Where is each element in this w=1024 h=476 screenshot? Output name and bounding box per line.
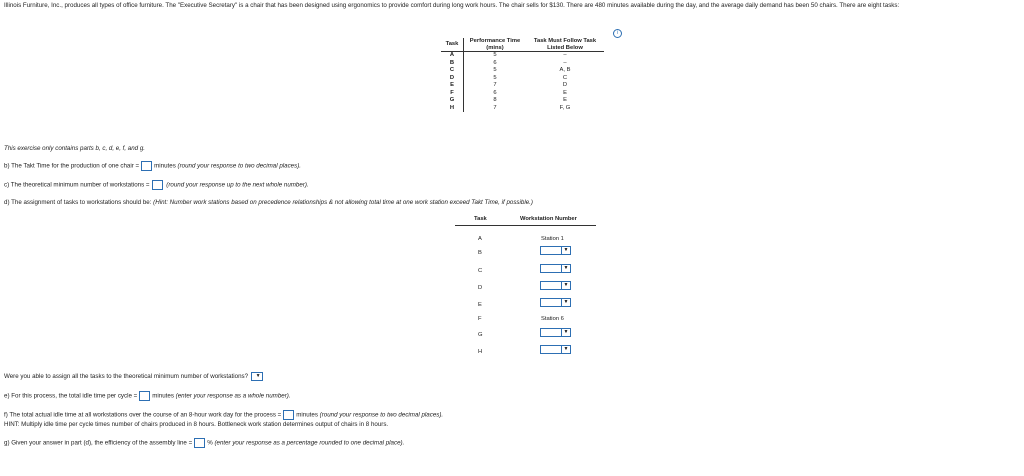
actual-idle-input[interactable] — [283, 410, 294, 420]
time-cell: 6 — [493, 89, 497, 96]
follow-cell: C — [562, 74, 568, 81]
part-b — [4, 161, 301, 171]
question-min — [4, 372, 263, 381]
part-e-text: e) For this process, the total idle time per cycle = — [4, 392, 138, 400]
problem-intro: Illinois Furniture, Inc., produces all types of office furniture. The "Executive Secretary" is a chair that has been designed using ergonomics to provide comfort during long work hours. The chair sells for $130. There are 480 minutes available during the day, and the average daily demand has been 50 chairs. There are eight tasks: — [4, 2, 900, 9]
chevron-down-icon: ▼ — [561, 299, 570, 306]
station-select-e[interactable] — [540, 298, 571, 307]
follow-cell: E — [563, 97, 567, 103]
time-cell: 5 — [493, 74, 497, 81]
chevron-down-icon: ▼ — [255, 373, 261, 379]
part-f — [4, 410, 443, 420]
part-b-hint: (round your response to two decimal places). — [177, 162, 301, 170]
time-cell: 7 — [493, 82, 497, 88]
part-g-hint: (enter your response as a percentage rounded to one decimal place). — [214, 439, 405, 447]
part-c-hint: (round your response up to the next whole number). — [166, 181, 309, 189]
part-d-hint: (Hint: Number work stations based on precedence relationships & not allowing total time at one work station exceed Takt Time, if possible.) — [153, 199, 533, 206]
part-g — [4, 438, 404, 448]
col-task: Task — [441, 38, 464, 52]
chevron-down-icon: ▼ — [561, 346, 570, 353]
ws-station-a: Station 1 — [541, 236, 564, 242]
chevron-down-icon: ▼ — [561, 282, 570, 289]
efficiency-input[interactable] — [194, 438, 205, 448]
exercise-note: This exercise only contains parts b, c, d, e, f, and g. — [4, 145, 146, 152]
col-follow: Task Must Follow Task Listed Below — [526, 38, 604, 52]
table-row — [441, 52, 604, 60]
table-row — [441, 82, 604, 90]
info-icon[interactable]: i — [613, 29, 622, 38]
station-select-g[interactable] — [540, 328, 571, 337]
chevron-down-icon: ▼ — [561, 329, 570, 336]
time-cell: 5 — [493, 52, 497, 58]
min-workstations-input[interactable] — [152, 180, 163, 190]
part-e-hint: (enter your response as a whole number). — [175, 392, 291, 400]
station-select-b[interactable] — [540, 246, 571, 255]
part-f-hint: (round your response to two decimal places). — [319, 411, 444, 419]
ws-task-b: B — [478, 250, 482, 256]
ws-station-f: Station 6 — [541, 316, 564, 322]
col-time: Performance Time (mins) — [464, 38, 527, 52]
follow-cell: A, B — [559, 67, 571, 73]
part-e-unit: minutes — [152, 392, 174, 400]
part-c — [4, 180, 309, 190]
part-g-text: g) Given your answer in part (d), the efficiency of the assembly line = — [4, 439, 193, 447]
task-cell: H — [441, 105, 464, 113]
question-min-text: Were you able to assign all the tasks to the theoretical minimum number of workstations? — [4, 373, 249, 381]
task-cell: F — [441, 90, 464, 98]
time-cell: 6 — [493, 59, 497, 66]
follow-cell: E — [563, 89, 567, 96]
task-cell: A — [441, 52, 464, 60]
station-select-c[interactable] — [540, 264, 571, 273]
table-row — [441, 75, 604, 83]
part-f-text: f) The total actual idle time at all workstations over the course of an 8-hour work day for the process = — [4, 411, 282, 419]
follow-cell: – — [563, 52, 567, 58]
table-row — [441, 60, 604, 68]
ws-col-station: Workstation Number — [520, 216, 577, 222]
ws-task-g: G — [478, 332, 483, 338]
task-table — [441, 38, 604, 112]
time-cell: 7 — [493, 104, 497, 111]
part-g-unit: % — [207, 439, 213, 447]
task-cell: E — [441, 82, 464, 90]
station-select-h[interactable] — [540, 345, 571, 354]
part-d-text: d) The assignment of tasks to workstations should be: — [4, 199, 152, 206]
ws-task-d: D — [478, 285, 483, 291]
part-f-unit: minutes — [296, 411, 318, 419]
part-b-unit: minutes — [154, 162, 176, 170]
table-row — [441, 90, 604, 98]
idle-time-input[interactable] — [139, 391, 150, 401]
part-c-text: c) The theoretical minimum number of workstations = — [4, 181, 150, 189]
follow-cell: F, G — [559, 104, 571, 111]
chevron-down-icon: ▼ — [561, 247, 570, 254]
part-d — [4, 199, 533, 206]
time-cell: 8 — [493, 97, 497, 103]
ws-task-e: E — [478, 302, 482, 308]
chevron-down-icon: ▼ — [561, 265, 570, 272]
station-select-d[interactable] — [540, 281, 571, 290]
task-cell: G — [441, 97, 464, 105]
part-f-hint2: HINT: Multiply idle time per cycle times number of chairs produced in 8 hours. Bottleneck work station determines output of chairs in 8 hours. — [4, 421, 389, 428]
part-e — [4, 391, 291, 401]
part-b-text: b) The Takt Time for the production of one chair = — [4, 162, 140, 170]
table-row — [441, 105, 604, 113]
ws-header-divider — [455, 225, 596, 226]
ws-col-task: Task — [474, 216, 487, 222]
follow-cell: D — [562, 82, 568, 88]
ws-task-h: H — [478, 349, 483, 355]
ws-task-a: A — [478, 236, 482, 242]
table-row — [441, 97, 604, 105]
task-cell: B — [441, 60, 464, 68]
table-row — [441, 67, 604, 75]
task-cell: C — [441, 67, 464, 75]
follow-cell: – — [563, 59, 567, 66]
ws-task-f: F — [478, 316, 482, 322]
takt-time-input[interactable] — [141, 161, 152, 171]
time-cell: 5 — [493, 67, 497, 73]
ws-task-c: C — [478, 268, 483, 274]
min-stations-select[interactable] — [251, 372, 263, 381]
task-cell: D — [441, 75, 464, 83]
